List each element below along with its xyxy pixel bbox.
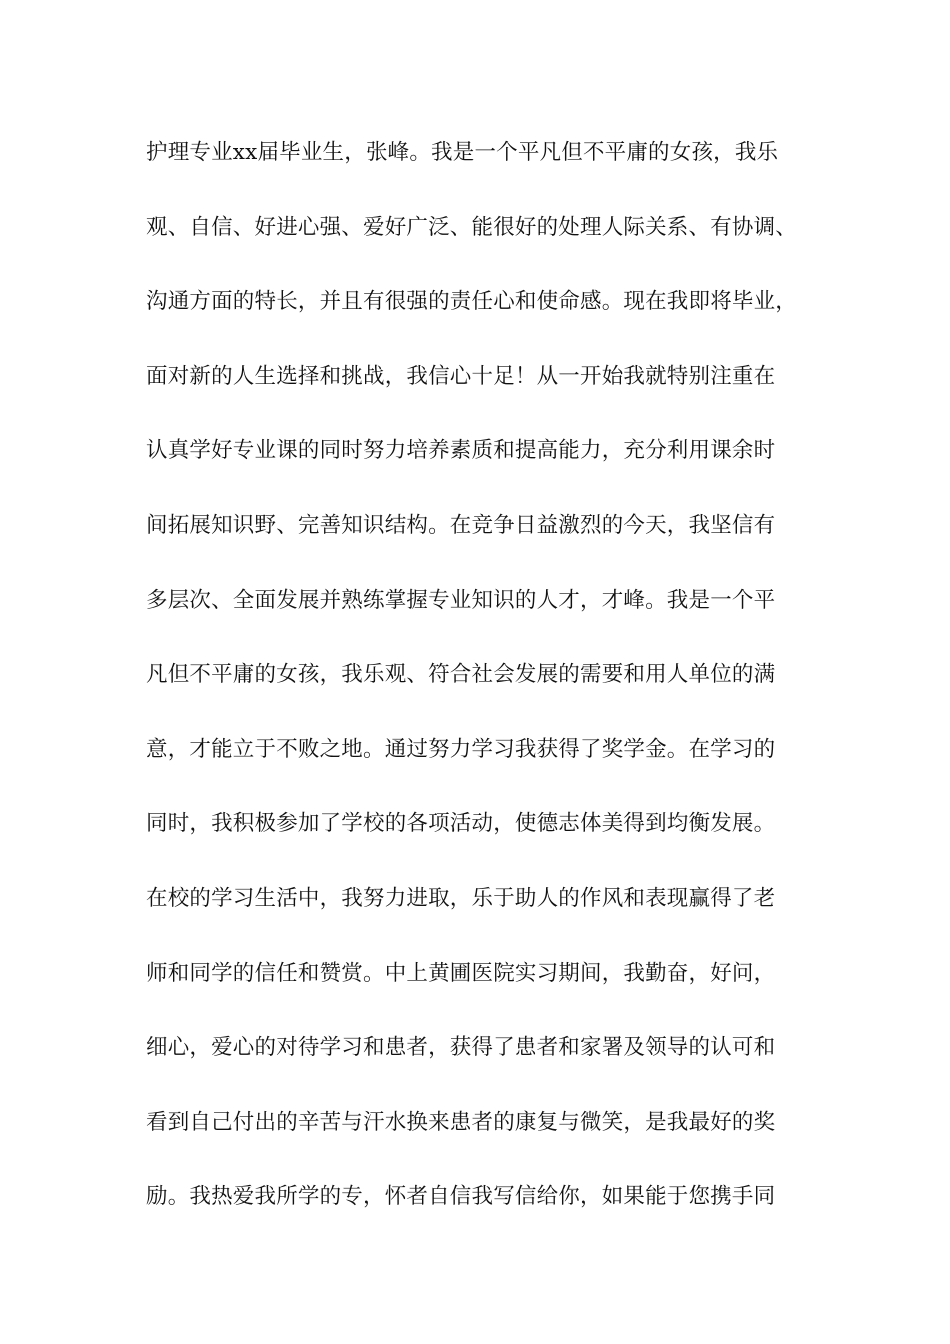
text-line: 师和同学的信任和赞赏。中上黄圃医院实习期间，我勤奋，好问， <box>146 960 776 986</box>
text-line: 励。我热爱我所学的专，怀者自信我写信给你，如果能于您携手同 <box>146 1184 776 1210</box>
text-line: 多层次、全面发展并熟练掌握专业知识的人才，才峰。我是一个平 <box>146 587 776 613</box>
text-line: 同时，我积极参加了学校的各项活动，使德志体美得到均衡发展。 <box>146 811 776 837</box>
text-line: 认真学好专业课的同时努力培养素质和提高能力，充分利用课余时 <box>146 438 776 464</box>
text-line: 细心，爱心的对待学习和患者，获得了患者和家署及领导的认可和 <box>146 1035 776 1061</box>
letter-body <box>146 134 826 1253</box>
text-line: 间拓展知识野、完善知识结构。在竞争日益激烈的今天，我坚信有 <box>146 512 776 538</box>
text-line: 沟通方面的特长，并且有很强的责任心和使命感。现在我即将毕业， <box>146 289 798 315</box>
text-line: 在校的学习生活中，我努力进取，乐于助人的作风和表现赢得了老 <box>146 885 776 911</box>
text-line: 面对新的人生选择和挑战，我信心十足！从一开始我就特别注重在 <box>146 363 776 389</box>
text-line: 意，才能立于不败之地。通过努力学习我获得了奖学金。在学习的 <box>146 736 776 762</box>
text-line: 看到自己付出的辛苦与汗水换来患者的康复与微笑，是我最好的奖 <box>146 1109 776 1135</box>
text-line: 凡但不平庸的女孩，我乐观、符合社会发展的需要和用人单位的满 <box>146 662 776 688</box>
text-line: 护理专业xx届毕业生，张峰。我是一个平凡但不平庸的女孩，我乐 <box>146 140 779 165</box>
text-line: 观、自信、好进心强、爱好广泛、能很好的处理人际关系、有协调、 <box>146 214 798 240</box>
